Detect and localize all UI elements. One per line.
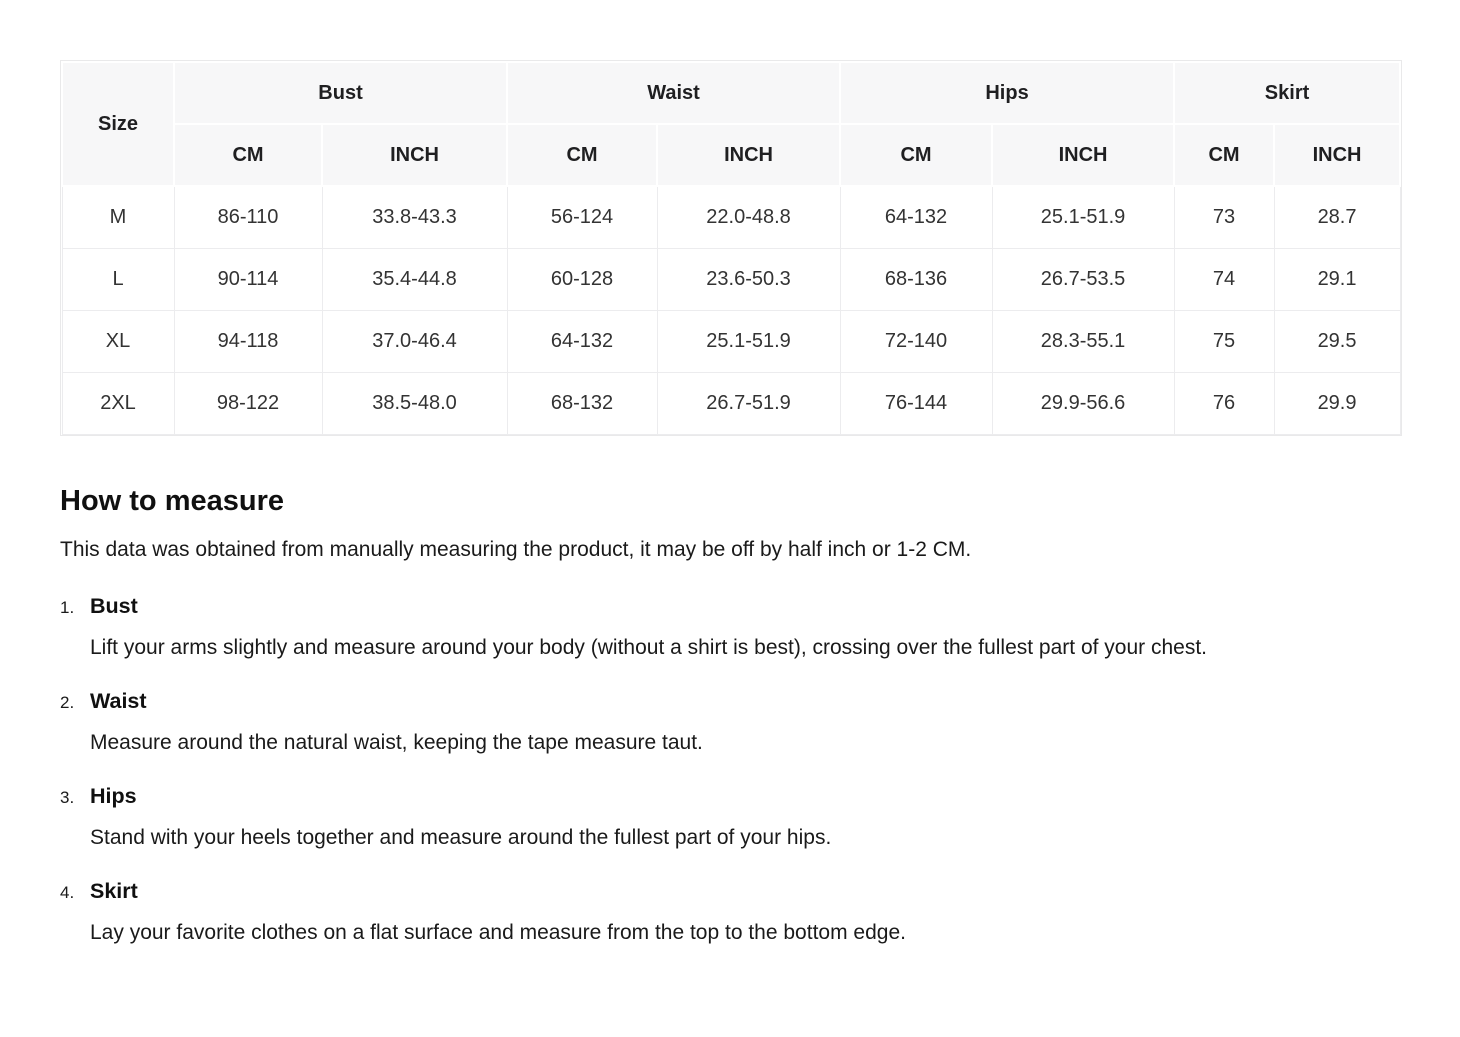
column-header-size: Size <box>62 62 174 186</box>
hips-inch-value: 28.3-55.1 <box>992 310 1174 372</box>
bust-cm-value: 94-118 <box>174 310 322 372</box>
skirt-inch-value: 28.7 <box>1274 186 1400 248</box>
bust-inch-value: 35.4-44.8 <box>322 248 507 310</box>
step-header <box>60 689 1400 714</box>
skirt-inch-value: 29.9 <box>1274 372 1400 434</box>
step-description: Lift your arms slightly and measure around your body (without a shirt is best), crossing over the fullest part of your chest. <box>90 635 1208 659</box>
size-label: XL <box>62 310 174 372</box>
skirt-cm-value: 75 <box>1174 310 1274 372</box>
skirt-cm-value: 73 <box>1174 186 1274 248</box>
how-to-measure-title: How to measure <box>60 484 284 517</box>
waist-inch-value: 22.0-48.8 <box>657 186 840 248</box>
size-label: L <box>62 248 174 310</box>
hips-cm-value: 72-140 <box>840 310 992 372</box>
unit-header-bust-inch: INCH <box>322 124 507 186</box>
skirt-cm-value: 76 <box>1174 372 1274 434</box>
measure-step-waist <box>60 689 1400 760</box>
hips-cm-value: 68-136 <box>840 248 992 310</box>
bust-inch-value: 37.0-46.4 <box>322 310 507 372</box>
unit-header-hips-cm: CM <box>840 124 992 186</box>
unit-header-hips-inch: INCH <box>992 124 1174 186</box>
step-term: Hips <box>90 783 137 808</box>
table-row-size-2xl <box>62 372 1400 434</box>
step-number: 3. <box>60 787 75 807</box>
table-row-size-xl <box>62 310 1400 372</box>
step-header <box>60 879 1400 904</box>
step-header <box>60 594 1400 619</box>
skirt-cm-value: 74 <box>1174 248 1274 310</box>
step-term: Waist <box>90 688 147 713</box>
unit-header-skirt-cm: CM <box>1174 124 1274 186</box>
unit-header-waist-cm: CM <box>507 124 657 186</box>
column-group-skirt: Skirt <box>1174 62 1400 124</box>
table-unit-header-row <box>62 124 1400 186</box>
skirt-inch-value: 29.5 <box>1274 310 1400 372</box>
hips-inch-value: 25.1-51.9 <box>992 186 1174 248</box>
how-to-measure-intro: This data was obtained from manually measuring the product, it may be off by half inch or 1-2 CM. <box>60 537 972 561</box>
measure-step-bust <box>60 594 1400 665</box>
bust-inch-value: 38.5-48.0 <box>322 372 507 434</box>
bust-cm-value: 98-122 <box>174 372 322 434</box>
step-description: Measure around the natural waist, keeping the tape measure taut. <box>90 730 703 754</box>
waist-inch-value: 23.6-50.3 <box>657 248 840 310</box>
bust-cm-value: 90-114 <box>174 248 322 310</box>
unit-header-waist-inch: INCH <box>657 124 840 186</box>
waist-cm-value: 64-132 <box>507 310 657 372</box>
size-label: M <box>62 186 174 248</box>
waist-cm-value: 56-124 <box>507 186 657 248</box>
hips-inch-value: 29.9-56.6 <box>992 372 1174 434</box>
column-group-bust: Bust <box>174 62 507 124</box>
unit-header-bust-cm: CM <box>174 124 322 186</box>
measure-steps-list <box>60 594 1400 950</box>
column-group-waist: Waist <box>507 62 840 124</box>
waist-inch-value: 26.7-51.9 <box>657 372 840 434</box>
waist-cm-value: 60-128 <box>507 248 657 310</box>
size-chart-table-wrapper <box>60 60 1402 436</box>
column-group-hips: Hips <box>840 62 1174 124</box>
hips-cm-value: 64-132 <box>840 186 992 248</box>
waist-inch-value: 25.1-51.9 <box>657 310 840 372</box>
bust-cm-value: 86-110 <box>174 186 322 248</box>
bust-inch-value: 33.8-43.3 <box>322 186 507 248</box>
step-number: 1. <box>60 597 75 617</box>
table-row-size-m <box>62 186 1400 248</box>
step-number: 2. <box>60 692 75 712</box>
step-description: Lay your favorite clothes on a flat surface and measure from the top to the bottom edge. <box>90 920 906 944</box>
measure-step-hips <box>60 784 1400 855</box>
step-header <box>60 784 1400 809</box>
step-number: 4. <box>60 882 75 902</box>
table-group-header-row <box>62 62 1400 124</box>
measure-step-skirt <box>60 879 1400 950</box>
table-row-size-l <box>62 248 1400 310</box>
step-description: Stand with your heels together and measure around the fullest part of your hips. <box>90 825 832 849</box>
step-term: Bust <box>90 593 138 618</box>
size-label: 2XL <box>62 372 174 434</box>
hips-cm-value: 76-144 <box>840 372 992 434</box>
skirt-inch-value: 29.1 <box>1274 248 1400 310</box>
step-term: Skirt <box>90 878 138 903</box>
hips-inch-value: 26.7-53.5 <box>992 248 1174 310</box>
unit-header-skirt-inch: INCH <box>1274 124 1400 186</box>
waist-cm-value: 68-132 <box>507 372 657 434</box>
size-chart-table <box>61 61 1401 435</box>
